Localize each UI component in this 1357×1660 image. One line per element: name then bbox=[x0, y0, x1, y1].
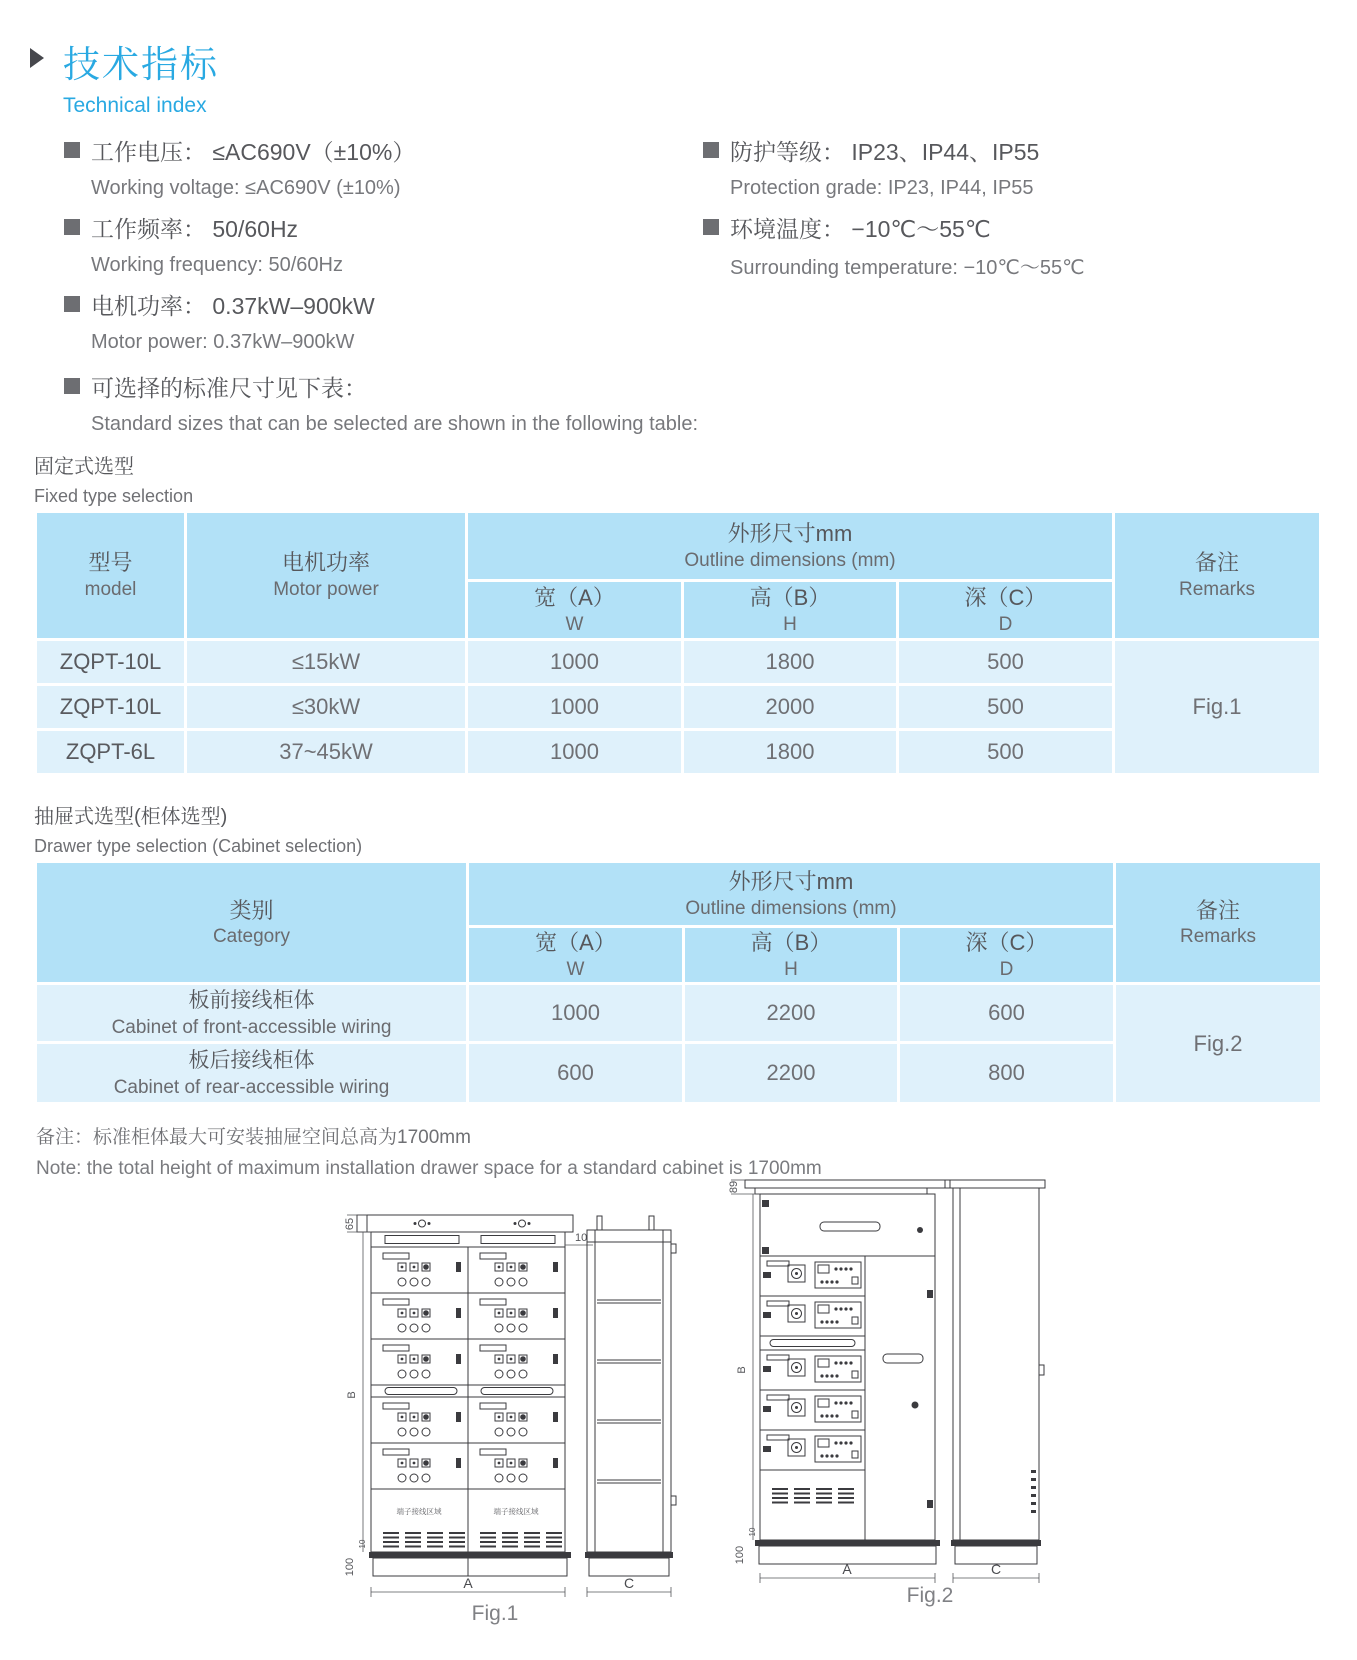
header-en: H bbox=[784, 958, 798, 980]
fig1-dim-B: B bbox=[346, 1391, 358, 1399]
cell-depth: 800 bbox=[900, 1044, 1113, 1102]
spec-surrounding-temperature-en: Surrounding temperature: −10℃～55℃ bbox=[730, 257, 1085, 280]
header-cell-remarks bbox=[1116, 863, 1320, 982]
header-cn: 电机功率 bbox=[281, 550, 370, 576]
header-en: Outline dimensions (mm) bbox=[685, 897, 897, 919]
header-cn: 类别 bbox=[229, 897, 274, 923]
section-title-en: Fixed type selection bbox=[34, 486, 194, 506]
fig1-cabinet-drawing bbox=[325, 1200, 715, 1630]
header-en: W bbox=[565, 613, 584, 635]
header-en: Motor power bbox=[273, 579, 379, 600]
cell-depth: 600 bbox=[900, 985, 1113, 1041]
spec-motor-power-cn bbox=[64, 285, 698, 324]
footnote-cn: 备注：标准柜体最大可安装抽屉空间总高为1700mm bbox=[36, 1127, 471, 1148]
section-drawer-type bbox=[34, 800, 362, 857]
table-row bbox=[37, 641, 1319, 683]
header-cell-width bbox=[469, 928, 682, 982]
cell-category-rear bbox=[37, 1044, 466, 1102]
cell-height: 2200 bbox=[685, 985, 897, 1041]
header-cn: 深（C） bbox=[964, 584, 1047, 610]
page-title: 技术指标 bbox=[63, 44, 219, 85]
header-cn: 宽（A） bbox=[535, 930, 616, 955]
spec-text: 环境温度： −10℃～55℃ bbox=[730, 215, 991, 242]
category-cn: 板后接线柜体 bbox=[188, 1049, 315, 1073]
header-cell-width bbox=[468, 582, 681, 638]
footnote-en: Note: the total height of maximum installation drawer space for a standard cabinet is 1700mm bbox=[36, 1158, 822, 1179]
spec-standard-sizes-en: Standard sizes that can be selected are shown in the following table: bbox=[91, 413, 699, 436]
header-en: D bbox=[999, 958, 1014, 980]
cell-remark-fig2: Fig.2 bbox=[1116, 985, 1320, 1102]
fig2-dim-100: 100 bbox=[734, 1545, 746, 1565]
header-cell-motor-power bbox=[187, 513, 465, 638]
fig1-terminal-area-label: 端子接线区域 bbox=[493, 1507, 539, 1516]
header-cn: 外形尺寸mm bbox=[727, 520, 853, 546]
header-en: Remarks bbox=[1178, 579, 1255, 600]
cell-height: 2000 bbox=[684, 686, 896, 728]
header-cell-outline-dimensions bbox=[468, 513, 1112, 579]
header-cn: 深（C） bbox=[965, 930, 1048, 955]
category-cn: 板前接线柜体 bbox=[188, 989, 315, 1013]
header-cell-model bbox=[37, 513, 184, 638]
fig2-dim-vent-10: 10 bbox=[748, 1527, 757, 1537]
square-bullet-icon bbox=[64, 142, 80, 158]
spec-text: 工作频率： 50/60Hz bbox=[91, 215, 299, 242]
table2-header-row1 bbox=[37, 863, 1320, 925]
cell-model: ZQPT-10L bbox=[37, 641, 184, 683]
header-cn: 型号 bbox=[88, 550, 133, 576]
page-subtitle: Technical index bbox=[63, 94, 207, 117]
cell-width: 600 bbox=[469, 1044, 682, 1102]
square-bullet-icon bbox=[64, 219, 80, 235]
spec-text: 可选择的标准尺寸见下表： bbox=[91, 374, 367, 401]
category-en: Cabinet of front-accessible wiring bbox=[111, 1016, 392, 1038]
fixed-type-table bbox=[34, 510, 1322, 776]
fig2-cabinet-drawing bbox=[715, 1170, 1115, 1630]
spec-text: 防护等级： IP23、IP44、IP55 bbox=[730, 138, 1040, 165]
header-en: Outline dimensions (mm) bbox=[684, 549, 896, 571]
header-cell-height bbox=[684, 582, 896, 638]
header-cn: 外形尺寸mm bbox=[728, 868, 854, 894]
section-title-en: Drawer type selection (Cabinet selection) bbox=[34, 836, 363, 856]
header-en: Remarks bbox=[1179, 926, 1256, 948]
fig2-dim-89: 89 bbox=[728, 1180, 740, 1194]
spec-protection-grade-cn bbox=[703, 131, 1085, 170]
header-en: H bbox=[783, 613, 797, 635]
fig2-caption: Fig.2 bbox=[906, 1584, 954, 1607]
section-arrow-icon bbox=[30, 48, 44, 68]
cell-width: 1000 bbox=[469, 985, 682, 1041]
spec-list-right bbox=[703, 131, 1085, 285]
fig1-dim-C: C bbox=[623, 1575, 635, 1591]
category-en: Cabinet of rear-accessible wiring bbox=[113, 1076, 390, 1098]
page-header bbox=[30, 34, 219, 118]
header-cell-remarks bbox=[1115, 513, 1319, 638]
fig1-dim-65: 65 bbox=[344, 1217, 356, 1231]
square-bullet-icon bbox=[703, 219, 719, 235]
fig1-caption: Fig.1 bbox=[471, 1602, 519, 1625]
fig2-dim-C: C bbox=[990, 1561, 1002, 1577]
cell-category-front bbox=[37, 985, 466, 1041]
fig2-dim-B: B bbox=[736, 1366, 748, 1374]
header-en: Category bbox=[212, 926, 291, 948]
fig1-dim-vent-10: 10 bbox=[358, 1539, 367, 1549]
cell-power: ≤15kW bbox=[187, 641, 465, 683]
header-cn: 备注 bbox=[1195, 897, 1240, 923]
header-cn: 宽（A） bbox=[534, 584, 615, 610]
spec-working-frequency-cn bbox=[64, 208, 698, 247]
header-cell-outline-dimensions bbox=[469, 863, 1113, 925]
cell-power: 37~45kW bbox=[187, 731, 465, 773]
spec-protection-grade-en: Protection grade: IP23, IP44, IP55 bbox=[730, 177, 1034, 200]
spec-motor-power-en: Motor power: 0.37kW–900kW bbox=[91, 331, 355, 354]
square-bullet-icon bbox=[64, 296, 80, 312]
spec-text: 电机功率： 0.37kW–900kW bbox=[91, 292, 375, 319]
cell-width: 1000 bbox=[468, 641, 681, 683]
header-cn: 备注 bbox=[1194, 550, 1239, 576]
fig2-dim-A: A bbox=[842, 1561, 852, 1577]
header-cn: 高（B） bbox=[749, 584, 831, 610]
cell-model: ZQPT-6L bbox=[37, 731, 184, 773]
cell-power: ≤30kW bbox=[187, 686, 465, 728]
section-title-cn: 固定式选型 bbox=[34, 456, 134, 478]
fig1-dim-10: 10 bbox=[575, 1232, 588, 1244]
table-row bbox=[37, 985, 1320, 1041]
spec-standard-sizes-cn bbox=[64, 367, 698, 406]
fig1-dim-100: 100 bbox=[344, 1557, 356, 1577]
header-cell-depth bbox=[900, 928, 1113, 982]
header-en: model bbox=[84, 579, 137, 600]
spec-list-left bbox=[64, 131, 698, 444]
spec-text: 工作电压： ≤AC690V（±10%） bbox=[91, 138, 416, 165]
section-title-cn: 抽屉式选型(柜体选型) bbox=[34, 806, 228, 828]
header-cn: 高（B） bbox=[750, 930, 832, 955]
spec-surrounding-temperature-cn bbox=[703, 208, 1085, 247]
footnote bbox=[36, 1122, 822, 1180]
spec-working-voltage-cn bbox=[64, 131, 698, 170]
square-bullet-icon bbox=[64, 378, 80, 394]
square-bullet-icon bbox=[703, 142, 719, 158]
cell-depth: 500 bbox=[899, 731, 1112, 773]
cell-model: ZQPT-10L bbox=[37, 686, 184, 728]
cell-height: 1800 bbox=[684, 731, 896, 773]
fig1-dim-A: A bbox=[463, 1575, 473, 1591]
header-en: D bbox=[998, 613, 1013, 635]
table1-header-row1 bbox=[37, 513, 1319, 579]
cell-width: 1000 bbox=[468, 731, 681, 773]
section-fixed-type bbox=[34, 450, 193, 507]
cell-height: 1800 bbox=[684, 641, 896, 683]
cell-remark-fig1: Fig.1 bbox=[1115, 641, 1319, 773]
header-en: W bbox=[566, 958, 585, 980]
header-cell-category bbox=[37, 863, 466, 982]
cell-depth: 500 bbox=[899, 641, 1112, 683]
spec-working-frequency-en: Working frequency: 50/60Hz bbox=[91, 254, 343, 277]
cell-height: 2200 bbox=[685, 1044, 897, 1102]
spec-working-voltage-en: Working voltage: ≤AC690V (±10%) bbox=[91, 177, 401, 200]
cell-depth: 500 bbox=[899, 686, 1112, 728]
fig1-terminal-area-label: 端子接线区域 bbox=[396, 1507, 442, 1516]
drawer-type-table bbox=[34, 860, 1323, 1105]
header-cell-height bbox=[685, 928, 897, 982]
cell-width: 1000 bbox=[468, 686, 681, 728]
header-cell-depth bbox=[899, 582, 1112, 638]
